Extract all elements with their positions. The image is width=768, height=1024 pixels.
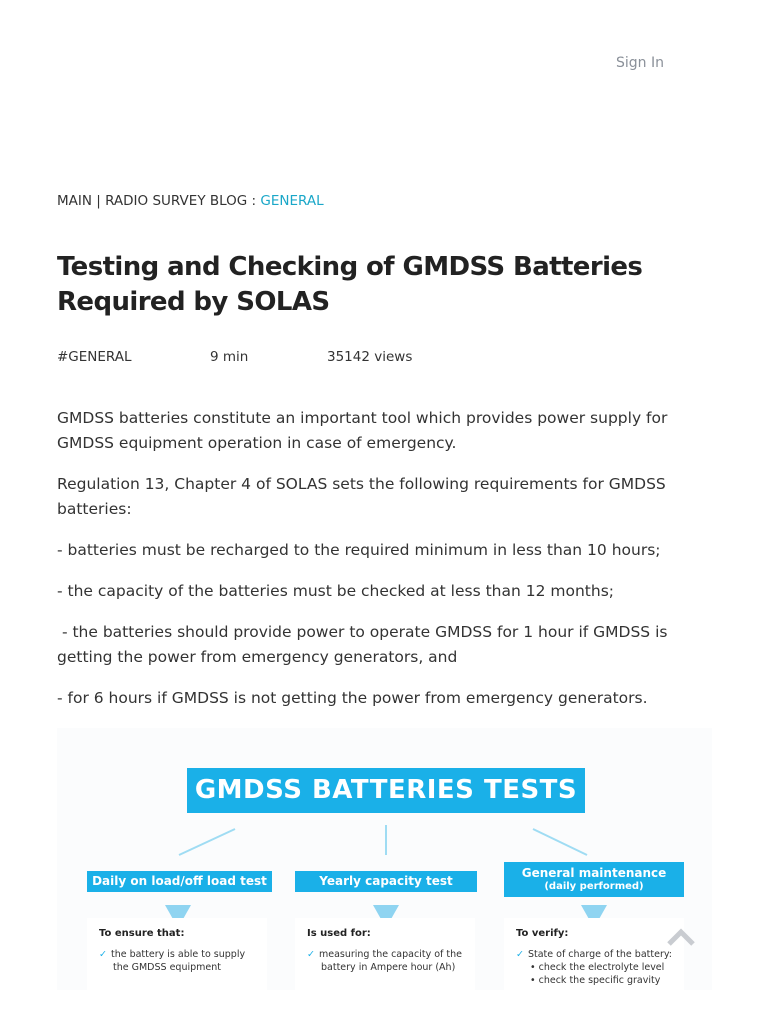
paragraph: GMDSS batteries constitute an important tool which provides power supply for GMDSS equipment operation in case of emergency. (57, 409, 668, 452)
view-count: 35142 views (327, 349, 413, 365)
box-maintenance (504, 862, 684, 897)
panel-text (99, 948, 264, 974)
check-icon: ✓ (516, 949, 524, 960)
connector-left (179, 829, 235, 855)
breadcrumb-path: MAIN | RADIO SURVEY BLOG : (57, 193, 261, 209)
infographic-image (57, 728, 712, 990)
paragraph: - batteries must be recharged to the required minimum in less than 10 hours; (57, 541, 661, 559)
read-time: 9 min (210, 349, 249, 365)
paragraph: - the capacity of the batteries must be checked at less than 12 months; (57, 582, 614, 600)
connector-right (533, 829, 587, 855)
box-subtitle: (daily performed) (544, 881, 644, 892)
chevron-up-icon (666, 924, 696, 948)
banner-title: GMDSS BATTERIES TESTS (194, 775, 578, 805)
page-title: Testing and Checking of GMDSS Batteries Required by SOLAS (57, 252, 643, 317)
panel-heading: To ensure that: (99, 928, 185, 939)
panel-heading: Is used for: (307, 928, 371, 939)
panel-line: the battery is able to supply (110, 949, 246, 960)
panel-maintenance (504, 918, 684, 990)
box-title: Yearly capacity test (319, 874, 453, 888)
panel-line: State of charge of the battery: (527, 949, 672, 960)
panel-line: the GMDSS equipment (113, 962, 221, 973)
check-icon: ✓ (99, 949, 107, 960)
paragraph: - for 6 hours if GMDSS is not getting the power from emergency generators. (57, 689, 648, 707)
panel-heading: To verify: (516, 928, 569, 939)
sign-in-link[interactable]: Sign In (616, 55, 664, 71)
panel-text (307, 948, 472, 974)
box-title: General maintenance (521, 866, 667, 880)
article-body (57, 406, 717, 727)
breadcrumb-category-link[interactable]: GENERAL (260, 193, 324, 209)
panel-line: • check the specific gravity (530, 975, 661, 986)
panel-text (516, 948, 681, 987)
panel-daily (87, 918, 267, 990)
check-icon: ✓ (307, 949, 315, 960)
panel-yearly (295, 918, 475, 990)
box-title: Daily on load/off load test (92, 874, 267, 888)
panel-line: • check the electrolyte level (530, 962, 665, 973)
box-yearly-test (295, 871, 477, 892)
panel-line: battery in Ampere hour (Ah) (321, 962, 456, 973)
panel-line: measuring the capacity of the (318, 949, 462, 960)
scroll-to-top-button[interactable] (666, 924, 696, 948)
breadcrumb (57, 193, 324, 209)
article-tag-link[interactable]: #GENERAL (57, 349, 132, 365)
paragraph: Regulation 13, Chapter 4 of SOLAS sets the following requirements for GMDSS batteries: (57, 475, 666, 518)
box-daily-test (87, 871, 272, 892)
paragraph: - the batteries should provide power to operate GMDSS for 1 hour if GMDSS is getting the power from emergency generators, and (57, 623, 673, 666)
banner (187, 768, 585, 813)
